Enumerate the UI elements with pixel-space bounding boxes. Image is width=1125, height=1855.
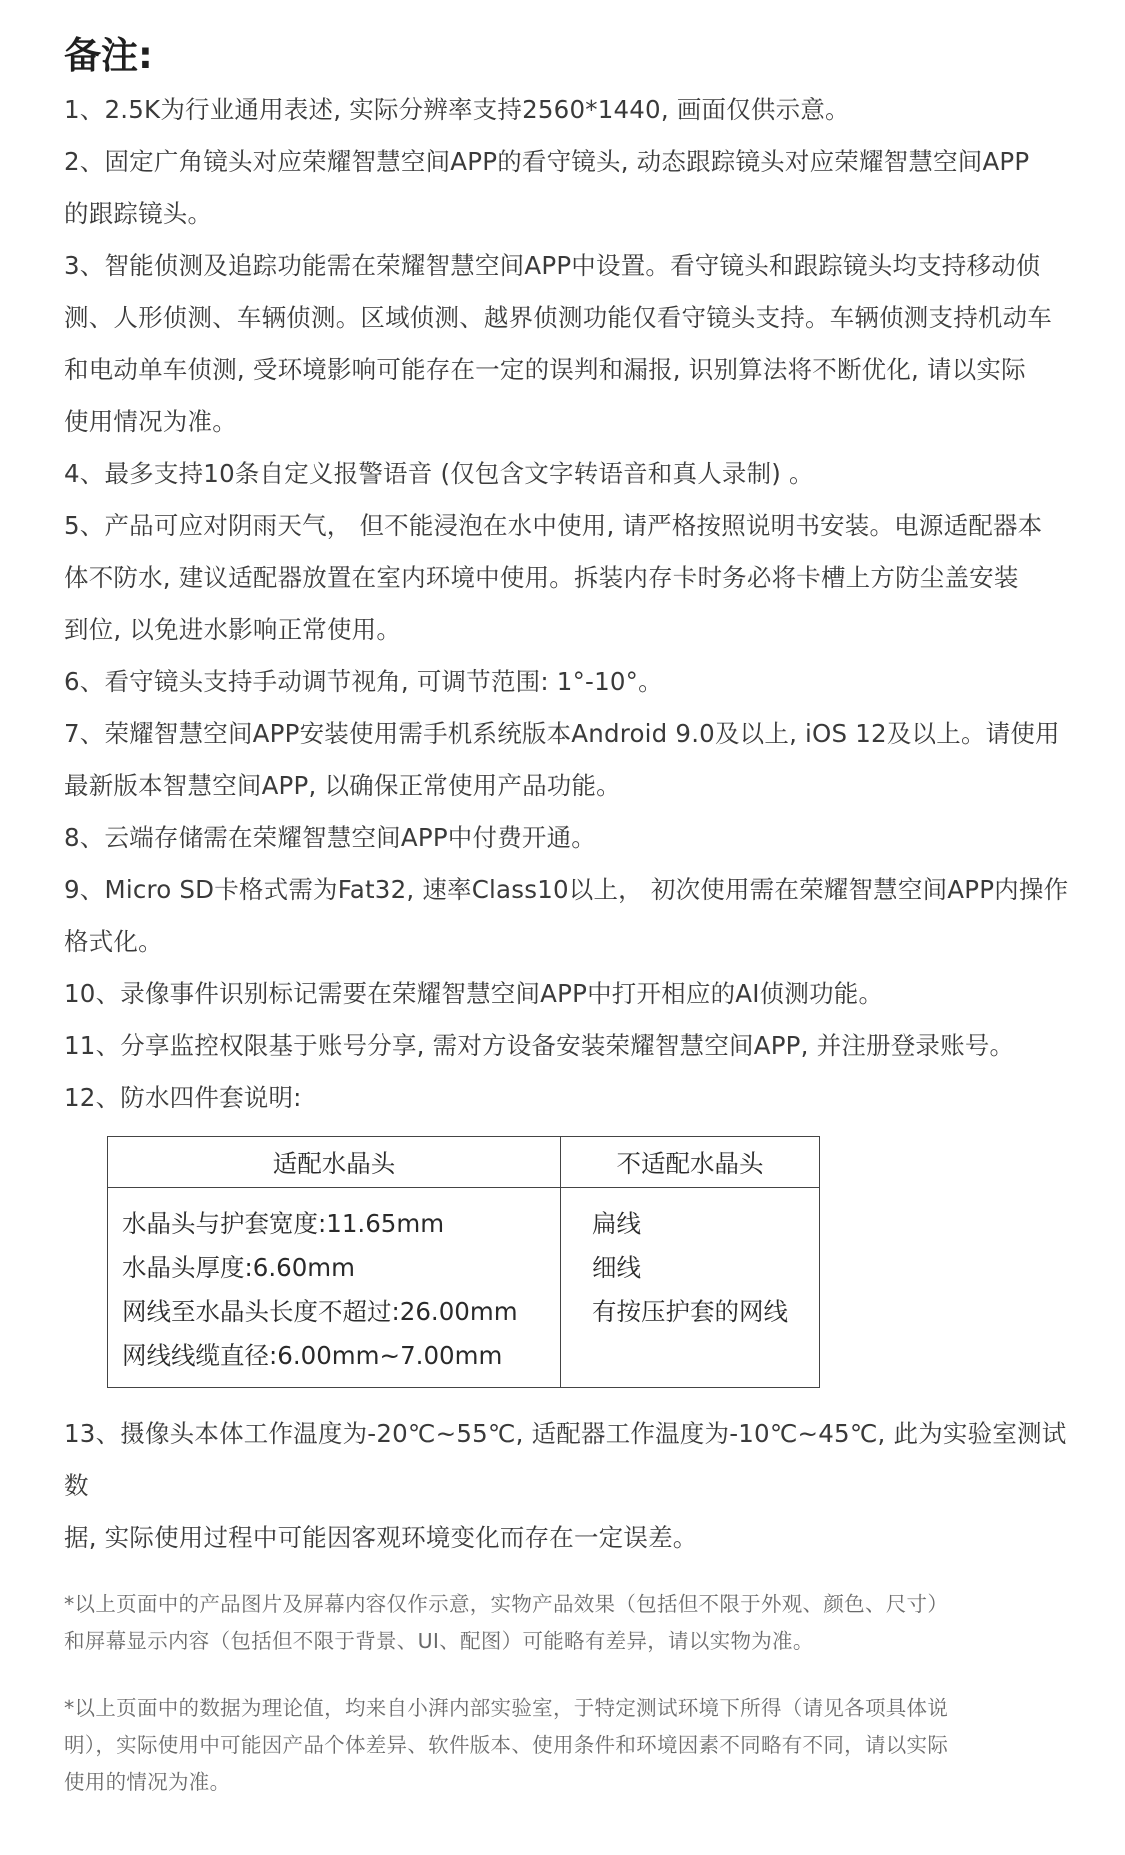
- table-header-incompatible: 不适配水晶头: [616, 1148, 764, 1178]
- table-body-row: [108, 1188, 819, 1387]
- note-4-line-1: 4、最多支持10条自定义报警语音 (仅包含文字转语音和真人录制) 。: [64, 459, 814, 488]
- compatible-spec-thickness: 水晶头厚度:6.60mm: [122, 1253, 356, 1282]
- footnote-2-line-3: 使用的情况为准。: [64, 1770, 231, 1794]
- table-compatible-cell: [108, 1188, 561, 1387]
- notes-list: [64, 84, 1074, 1124]
- note-3-line-4: 使用情况为准。: [64, 407, 237, 436]
- compatible-spec-diameter: 网线线缆直径:6.00mm~7.00mm: [122, 1341, 503, 1370]
- note-1-line-1: 1、2.5K为行业通用表述, 实际分辨率支持2560*1440, 画面仅供示意。: [64, 95, 850, 124]
- note-7-line-1: 7、荣耀智慧空间APP安装使用需手机系统版本Android 9.0及以上, iOS 12及以上。请使用: [64, 719, 1060, 748]
- waterproof-kit-table: [107, 1136, 820, 1388]
- note-13-line-2: 据, 实际使用过程中可能因客观环境变化而存在一定误差。: [64, 1523, 698, 1552]
- note-11-line-1: 11、分享监控权限基于账号分享, 需对方设备安装荣耀智慧空间APP, 并注册登录账号。: [64, 1031, 1015, 1060]
- footnote-1: [64, 1586, 1074, 1660]
- note-5-line-1: 5、产品可应对阴雨天气， 但不能浸泡在水中使用, 请严格按照说明书安装。电源适配器本: [64, 511, 1043, 540]
- note-6-line-1: 6、看守镜头支持手动调节视角, 可调节范围: 1°-10°。: [64, 667, 663, 696]
- note-2-line-1: 2、固定广角镜头对应荣耀智慧空间APP的看守镜头, 动态跟踪镜头对应荣耀智慧空间APP: [64, 147, 1030, 176]
- footnote-2-line-2: 明），实际使用中可能因产品个体差异、软件版本、使用条件和环境因素不同略有不同，请以实际: [64, 1733, 949, 1757]
- note-9-line-2: 格式化。: [64, 927, 163, 956]
- table-header-compatible: 适配水晶头: [272, 1148, 396, 1178]
- note-5-line-3: 到位, 以免进水影响正常使用。: [64, 615, 402, 644]
- note-2-line-2: 的跟踪镜头。: [64, 199, 213, 228]
- note-3-line-3: 和电动单车侦测, 受环境影响可能存在一定的误判和漏报, 识别算法将不断优化, 请以实际: [64, 355, 1026, 384]
- incompatible-pressed-sleeve-cable: 有按压护套的网线: [592, 1297, 788, 1326]
- footnote-2-line-1: *以上页面中的数据为理论值，均来自小湃内部实验室，于特定测试环境下所得（请见各项具体说: [64, 1696, 949, 1720]
- note-3-line-2: 测、人形侦测、车辆侦测。区域侦测、越界侦测功能仅看守镜头支持。车辆侦测支持机动车: [64, 303, 1052, 332]
- note-10-line-1: 10、录像事件识别标记需要在荣耀智慧空间APP中打开相应的AI侦测功能。: [64, 979, 884, 1008]
- table-header-compatible-cell: [108, 1137, 561, 1187]
- table-incompatible-cell: [561, 1188, 819, 1387]
- note-7-line-2: 最新版本智慧空间APP, 以确保正常使用产品功能。: [64, 771, 621, 800]
- note-5-line-2: 体不防水, 建议适配器放置在室内环境中使用。拆装内存卡时务必将卡槽上方防尘盖安装: [64, 563, 1019, 592]
- note-8-line-1: 8、云端存储需在荣耀智慧空间APP中付费开通。: [64, 823, 596, 852]
- table-header-row: [108, 1137, 819, 1188]
- footnote-2: [64, 1690, 1074, 1801]
- note-12-line-1: 12、防水四件套说明:: [64, 1083, 302, 1112]
- note-13-line-1: 13、摄像头本体工作温度为-20℃~55℃, 适配器工作温度为-10℃~45℃, 此为实验室测试数: [64, 1419, 1067, 1500]
- notes-page: [64, 26, 1074, 1801]
- incompatible-flat-cable: 扁线: [592, 1209, 641, 1238]
- note-13: [64, 1408, 1074, 1564]
- note-3-line-1: 3、智能侦测及追踪功能需在荣耀智慧空间APP中设置。看守镜头和跟踪镜头均支持移动侦: [64, 251, 1041, 280]
- compatible-spec-width: 水晶头与护套宽度:11.65mm: [122, 1209, 445, 1238]
- footnote-1-line-2: 和屏幕显示内容（包括但不限于背景、UI、配图）可能略有差异，请以实物为准。: [64, 1629, 814, 1653]
- compatible-spec-length: 网线至水晶头长度不超过:26.00mm: [122, 1297, 518, 1326]
- table-header-incompatible-cell: [561, 1137, 819, 1187]
- incompatible-thin-cable: 细线: [592, 1253, 641, 1282]
- footnote-1-line-1: *以上页面中的产品图片及屏幕内容仅作示意，实物产品效果（包括但不限于外观、颜色、尺寸）: [64, 1592, 949, 1616]
- note-9-line-1: 9、Micro SD卡格式需为Fat32, 速率Class10以上， 初次使用需在荣耀智慧空间APP内操作: [64, 875, 1069, 904]
- notes-title: 备注:: [64, 34, 153, 77]
